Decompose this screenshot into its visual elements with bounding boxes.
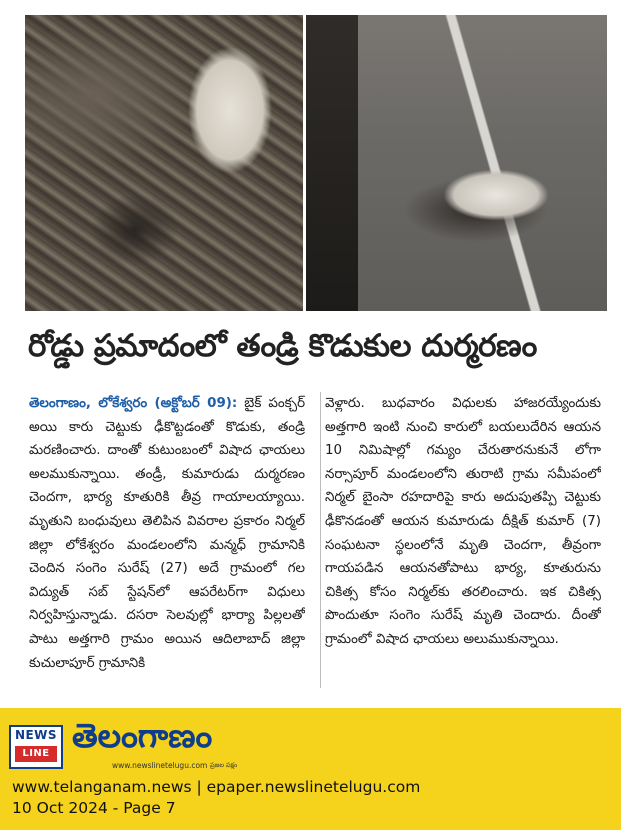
article-column-1 bbox=[29, 392, 305, 692]
article-text-2: వెళ్లారు. బుధవారం విధులకు హాజరయ్యేందుకు అత్తగారి ఇంటి నుంచి కారులో బయలుదేరిన ఆయన 10 నిమిషాల్లో గమ్యం చేరుతారనుకునే లోగా నర్సాపూర్ మండలంలోని తురాటి గ్రామ సమీపంలో నిర్మల్ బైంసా రహదారిపై కారు అదుపుతప్పి చెట్టుకు ఢీకొనడంతో ఆయన కుమారుడు దీక్షిత్ కుమార్ (7) సంఘటనా స్థలంలోనే మృతి చెందగా, తీవ్రంగా గాయపడిన ఆయనతోపాటు భార్య, కూతురును చికిత్స కోసం నిర్మల్‌కు తరలించారు. ఇక చికిత్స పొందుతూ సంగెం సురేష్ మృతి చెందారు. దీంతో గ్రామంలో విషాద ఛాయలు అలుముకున్నాయి. bbox=[325, 396, 601, 647]
article-text-1: బైక్ పంక్చర్ అయి కారు చెట్టుకు ఢీకొట్టడంతో కొడుకు, తండ్రి మరణించారు. దాంతో కుటుంబంలో విషాద ఛాయలు అలముకున్నాయి. తండ్రీ, కుమారుడు దుర్మరణం చెందగా, భార్య కూతురికి తీవ్ర గాయాలయ్యాయి. మృతుని బంధువులు తెలిపిన వివరాల ప్రకారం నిర్మల్ జిల్లా లోకేశ్వరం మండలంలోని మన్మధ్ గ్రామానికి చెందిన సంగెం సురేష్ (27) అదే గ్రామంలో గల విద్యుత్ సబ్ స్టేషన్‌లో ఆపరేటర్‌గా విధులు నిర్వహిస్తున్నాడు. దసరా సెలవుల్లో భార్యా పిల్లలతో పాటు అత్తగారి గ్రామం అయిన ఆదిలాబాద్ జిల్లా కుచులాపూర్ గ్రామానికి bbox=[29, 396, 305, 671]
logo-news-text: NEWS bbox=[14, 728, 58, 742]
headline: రోడ్డు ప్రమాదంలో తండ్రి కొడుకుల దుర్మరణం bbox=[28, 328, 537, 364]
logo-tagline: ప్రజల పక్షం bbox=[210, 761, 238, 769]
dateline: తెలంగాణం, లోకేశ్వరం (అక్టోబర్ 09): bbox=[29, 396, 238, 411]
article-body bbox=[29, 392, 602, 692]
footer-banner bbox=[0, 708, 621, 830]
logo-url: www.newslinetelugu.com bbox=[112, 761, 208, 770]
logo-line-text: LINE bbox=[15, 746, 57, 762]
footer-sites: www.telanganam.news | epaper.newslinetelugu.com bbox=[12, 778, 421, 796]
photo-strip bbox=[25, 15, 607, 311]
accident-photo-father bbox=[306, 15, 607, 311]
article-column-2 bbox=[325, 392, 601, 692]
newsline-logo bbox=[9, 725, 63, 769]
column-divider bbox=[320, 392, 321, 688]
telanganam-logo-text: తెలంగాణం bbox=[72, 716, 213, 755]
footer-date-page: 10 Oct 2024 - Page 7 bbox=[12, 799, 176, 817]
accident-photo-son bbox=[25, 15, 303, 311]
